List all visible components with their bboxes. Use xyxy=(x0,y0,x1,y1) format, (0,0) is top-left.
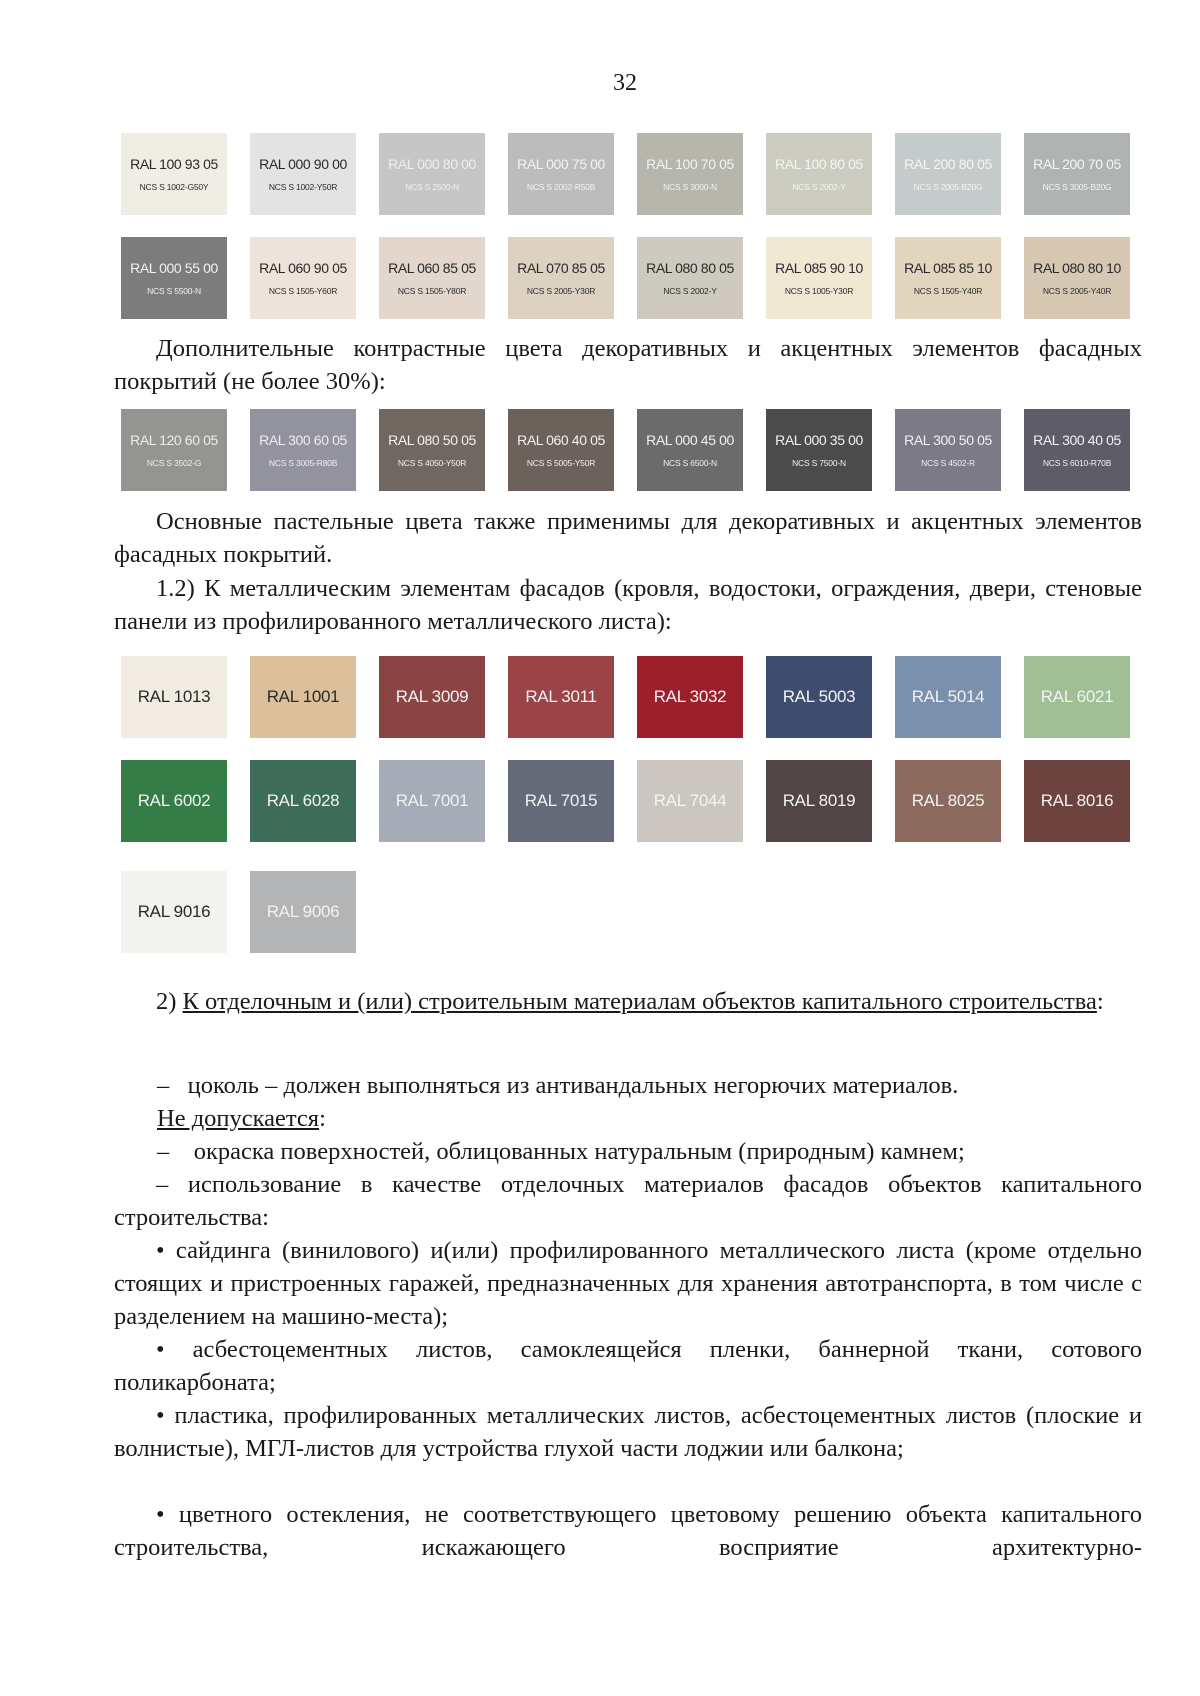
not-allowed-colon: : xyxy=(319,1105,326,1132)
swatch-ncs-code: NCS S 1505-Y40R xyxy=(913,286,983,296)
swatch-ral-code: RAL 6002 xyxy=(137,791,211,810)
swatch-ral-code: RAL 7015 xyxy=(524,791,598,810)
color-swatch xyxy=(379,237,485,319)
swatch-ral-code: RAL 3009 xyxy=(395,687,469,706)
color-swatch xyxy=(766,237,872,319)
metal-intro: 1.2) К металлическим элементам фасадов (кровля, водостоки, ограждения, двери, стеновые панели из профилированного металлического листа): xyxy=(114,575,1142,635)
section-2-colon: : xyxy=(1096,988,1104,1015)
swatch-ncs-code: NCS S 5005-Y50R xyxy=(526,458,596,468)
color-swatch xyxy=(637,409,743,491)
color-swatch xyxy=(250,409,356,491)
color-swatch xyxy=(895,237,1001,319)
swatch-ral-code: RAL 7044 xyxy=(653,791,727,810)
swatch-ral-code: RAL 200 70 05 xyxy=(1033,156,1121,172)
swatch-ncs-code: NCS S 2500-N xyxy=(405,182,459,192)
swatch-ncs-code: NCS S 3502-G xyxy=(146,458,202,468)
bullet-asbestos: • асбестоцементных листов, самоклеящейся пленки, баннерной ткани, сотового поликарбоната; xyxy=(114,1336,1142,1396)
color-swatch xyxy=(1024,656,1130,738)
swatch-ral-code: RAL 6028 xyxy=(266,791,340,810)
plinth-line xyxy=(157,1069,958,1102)
color-swatch xyxy=(1024,133,1130,215)
swatch-ral-code: RAL 000 35 00 xyxy=(775,432,863,448)
swatch-ncs-code: NCS S 2002-Y xyxy=(663,286,717,296)
plinth-text: цоколь – должен выполняться из антивандальных негорючих материалов. xyxy=(187,1072,959,1099)
swatch-ncs-code: NCS S 6500-N xyxy=(663,458,717,468)
color-swatch xyxy=(637,760,743,842)
swatch-ral-code: RAL 3011 xyxy=(525,687,597,706)
swatch-ncs-code: NCS S 3005-R80B xyxy=(268,458,338,468)
color-swatch xyxy=(508,409,614,491)
swatch-ral-code: RAL 6021 xyxy=(1040,687,1114,706)
swatch-ncs-code: NCS S 7500-N xyxy=(792,458,846,468)
swatch-ncs-code: NCS S 1505-Y80R xyxy=(397,286,467,296)
swatch-ral-code: RAL 1013 xyxy=(137,687,211,706)
swatch-ral-code: RAL 085 90 10 xyxy=(775,260,863,276)
swatch-ncs-code: NCS S 5500-N xyxy=(147,286,201,296)
swatch-ncs-code: NCS S 4050-Y50R xyxy=(397,458,467,468)
color-swatch xyxy=(121,656,227,738)
swatch-ral-code: RAL 000 45 00 xyxy=(646,432,734,448)
swatch-ncs-code: NCS S 1002-G50Y xyxy=(139,182,209,192)
color-swatch xyxy=(121,133,227,215)
color-swatch xyxy=(895,409,1001,491)
swatch-ral-code: RAL 1001 xyxy=(266,687,340,706)
color-swatch xyxy=(1024,237,1130,319)
swatch-ncs-code: NCS S 4502-R xyxy=(921,458,975,468)
swatch-ral-code: RAL 000 80 00 xyxy=(388,156,476,172)
swatch-ncs-code: NCS S 3000-N xyxy=(663,182,717,192)
swatch-ncs-code: NCS S 2005-B20G xyxy=(913,182,983,192)
color-swatch xyxy=(637,656,743,738)
color-swatch xyxy=(121,760,227,842)
item-1-text: окраска поверхностей, облицованных натуральным (природным) камнем; xyxy=(193,1138,965,1165)
swatch-ncs-code: NCS S 1505-Y60R xyxy=(268,286,338,296)
swatch-ral-code: RAL 300 50 05 xyxy=(904,432,992,448)
color-swatch xyxy=(1024,409,1130,491)
color-swatch xyxy=(895,760,1001,842)
swatch-ral-code: RAL 300 40 05 xyxy=(1033,432,1121,448)
swatch-ral-code: RAL 300 60 05 xyxy=(259,432,347,448)
section-2-heading xyxy=(114,985,1142,1018)
color-swatch xyxy=(508,656,614,738)
color-swatch xyxy=(637,237,743,319)
swatch-ral-code: RAL 9016 xyxy=(137,902,211,921)
item-1-line xyxy=(157,1135,965,1168)
color-swatch xyxy=(637,133,743,215)
color-swatch xyxy=(379,133,485,215)
swatch-ral-code: RAL 000 55 00 xyxy=(130,260,218,276)
color-swatch xyxy=(766,656,872,738)
swatch-ral-code: RAL 085 85 10 xyxy=(904,260,992,276)
color-swatch xyxy=(250,656,356,738)
section-2-title: К отделочным и (или) строительным материалам объектов капитального строительства xyxy=(182,988,1097,1015)
swatch-ral-code: RAL 120 60 05 xyxy=(130,432,218,448)
swatch-ral-code: RAL 080 80 05 xyxy=(646,260,734,276)
plinth-dash: – xyxy=(157,1072,170,1099)
swatch-ral-code: RAL 000 90 00 xyxy=(259,156,347,172)
swatch-ral-code: RAL 060 90 05 xyxy=(259,260,347,276)
page-number: 32 xyxy=(613,70,637,96)
color-swatch xyxy=(766,760,872,842)
color-swatch xyxy=(379,409,485,491)
color-swatch xyxy=(766,409,872,491)
swatch-ral-code: RAL 8025 xyxy=(911,791,985,810)
bullet-plastic: • пластика, профилированных металлических листов, асбестоцементных листов (плоские и волнистые), МГЛ-листов для устройства глухой части лоджии или балкона; xyxy=(114,1402,1142,1462)
swatch-ncs-code: NCS S 6010-R70B xyxy=(1042,458,1112,468)
swatch-ral-code: RAL 080 50 05 xyxy=(388,432,476,448)
color-swatch xyxy=(508,237,614,319)
color-swatch xyxy=(895,656,1001,738)
color-swatch xyxy=(250,871,356,953)
swatch-ncs-code: NCS S 2002-R50B xyxy=(526,182,596,192)
swatch-ral-code: RAL 100 70 05 xyxy=(646,156,734,172)
color-swatch xyxy=(250,237,356,319)
swatch-ral-code: RAL 8019 xyxy=(782,791,856,810)
item-2: – использование в качестве отделочных материалов фасадов объектов капитального строительства: xyxy=(114,1171,1142,1231)
swatch-ral-code: RAL 000 75 00 xyxy=(517,156,605,172)
swatch-ral-code: RAL 3032 xyxy=(653,687,727,706)
swatch-ncs-code: NCS S 1005-Y30R xyxy=(784,286,854,296)
color-swatch xyxy=(379,760,485,842)
swatch-ral-code: RAL 200 80 05 xyxy=(904,156,992,172)
color-swatch xyxy=(1024,760,1130,842)
swatch-ncs-code: NCS S 2005-Y40R xyxy=(1042,286,1112,296)
bullet-glazing: • цветного остекления, не соответствующего цветовому решению объекта капитального строительства, искажающего восприятие архитектурно- xyxy=(114,1501,1142,1561)
swatch-ral-code: RAL 5003 xyxy=(782,687,856,706)
pastel-note: Основные пастельные цвета также применимы для декоративных и акцентных элементов фасадных покрытий. xyxy=(114,508,1142,568)
swatch-ral-code: RAL 080 80 10 xyxy=(1033,260,1121,276)
swatch-ral-code: RAL 060 85 05 xyxy=(388,260,476,276)
color-swatch xyxy=(895,133,1001,215)
swatch-ral-code: RAL 5014 xyxy=(911,687,985,706)
color-swatch xyxy=(379,656,485,738)
section-2-number: 2) xyxy=(156,988,177,1015)
color-swatch xyxy=(508,133,614,215)
color-swatch xyxy=(121,237,227,319)
swatch-ral-code: RAL 100 80 05 xyxy=(775,156,863,172)
bullet-siding: • сайдинга (винилового) и(или) профилированного металлического листа (кроме отдельно стоящих и пристроенных гаражей, предназначенных для хранения автотранспорта, в том числе с разделением на машино-места); xyxy=(114,1237,1142,1330)
swatch-ral-code: RAL 8016 xyxy=(1040,791,1114,810)
swatch-ncs-code: NCS S 3005-B20G xyxy=(1042,182,1112,192)
color-swatch xyxy=(250,760,356,842)
swatch-ral-code: RAL 100 93 05 xyxy=(130,156,218,172)
swatch-ral-code: RAL 070 85 05 xyxy=(517,260,605,276)
swatch-ral-code: RAL 060 40 05 xyxy=(517,432,605,448)
swatch-ncs-code: NCS S 2002-Y xyxy=(792,182,846,192)
color-swatch xyxy=(121,871,227,953)
swatch-ral-code: RAL 9006 xyxy=(266,902,340,921)
not-allowed-line xyxy=(157,1102,326,1135)
color-swatch xyxy=(766,133,872,215)
swatch-ncs-code: NCS S 2005-Y30R xyxy=(526,286,596,296)
swatch-ral-code: RAL 7001 xyxy=(395,791,469,810)
swatch-ncs-code: NCS S 1002-Y50R xyxy=(268,182,338,192)
item-1-dash: – xyxy=(157,1138,170,1165)
color-swatch xyxy=(121,409,227,491)
contrast-intro: Дополнительные контрастные цвета декоративных и акцентных элементов фасадных покрытий (не более 30%): xyxy=(114,335,1142,395)
not-allowed-label: Не допускается xyxy=(157,1105,320,1132)
color-swatch xyxy=(250,133,356,215)
color-swatch xyxy=(508,760,614,842)
